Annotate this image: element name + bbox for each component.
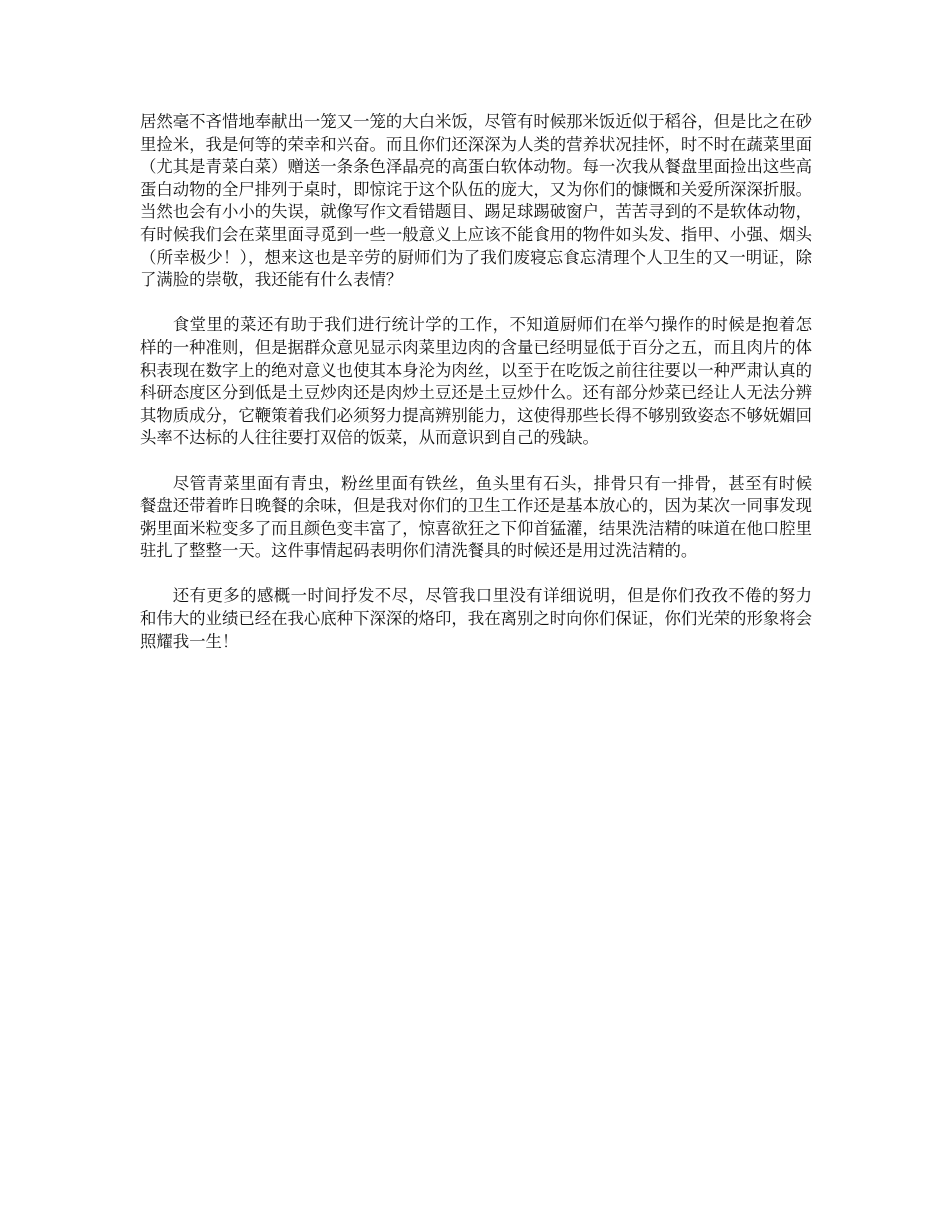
paragraph-4: 还有更多的感概一时间抒发不尽，尽管我口里没有详细说明，但是你们孜孜不倦的努力和伟大的业绩已经在我心底种下深深的烙印，我在离别之时向你们保证，你们光荣的形象将会照耀我一生！ <box>140 586 813 651</box>
paragraph-3: 尽管青菜里面有青虫，粉丝里面有铁丝，鱼头里有石头，排骨只有一排骨，甚至有时候餐盘还带着昨日晚餐的余味，但是我对你们的卫生工作还是基本放心的，因为某次一同事发现粥里面米粒变多了而且颜色变丰富了，惊喜欲狂之下仰首猛灌，结果洗洁精的味道在他口腔里驻扎了整整一天。这件事情起码表明你们清洗餐具的时候还是用过洗洁精的。 <box>140 473 813 561</box>
paragraph-1: 居然毫不吝惜地奉献出一笼又一笼的大白米饭，尽管有时候那米饭近似于稻谷，但是比之在砂里捡米，我是何等的荣幸和兴奋。而且你们还深深为人类的营养状况挂怀，时不时在蔬菜里面（尤其是青菜白菜）赠送一条条色泽晶亮的高蛋白软体动物。每一次我从餐盘里面捡出这些高蛋白动物的全尸排列于桌时，即惊诧于这个队伍的庞大，又为你们的慷慨和关爱所深深折服。当然也会有小小的失误，就像写作文看错题目、踢足球踢破窗户，苦苦寻到的不是软体动物，有时候我们会在菜里面寻觅到一些一般意义上应该不能食用的物件如头发、指甲、小强、烟头（所幸极少！），想来这也是辛劳的厨师们为了我们废寝忘食忘清理个人卫生的又一明证，除了满脸的崇敬，我还能有什么表情？ <box>140 112 813 290</box>
document-body <box>140 111 812 676</box>
paragraph-2: 食堂里的菜还有助于我们进行统计学的工作，不知道厨师们在举勺操作的时候是抱着怎样的一种准则，但是据群众意见显示肉菜里边肉的含量已经明显低于百分之五，而且肉片的体积表现在数字上的绝对意义也使其本身沦为肉丝，以至于在吃饭之前往往要以一种严肃认真的科研态度区分到低是土豆炒肉还是肉炒土豆还是土豆炒什么。还有部分炒菜已经让人无法分辨其物质成分，它鞭策着我们必须努力提高辨别能力，这使得那些长得不够别致姿态不够妩媚回头率不达标的人往往要打双倍的饭菜，从而意识到自己的残缺。 <box>140 315 813 448</box>
